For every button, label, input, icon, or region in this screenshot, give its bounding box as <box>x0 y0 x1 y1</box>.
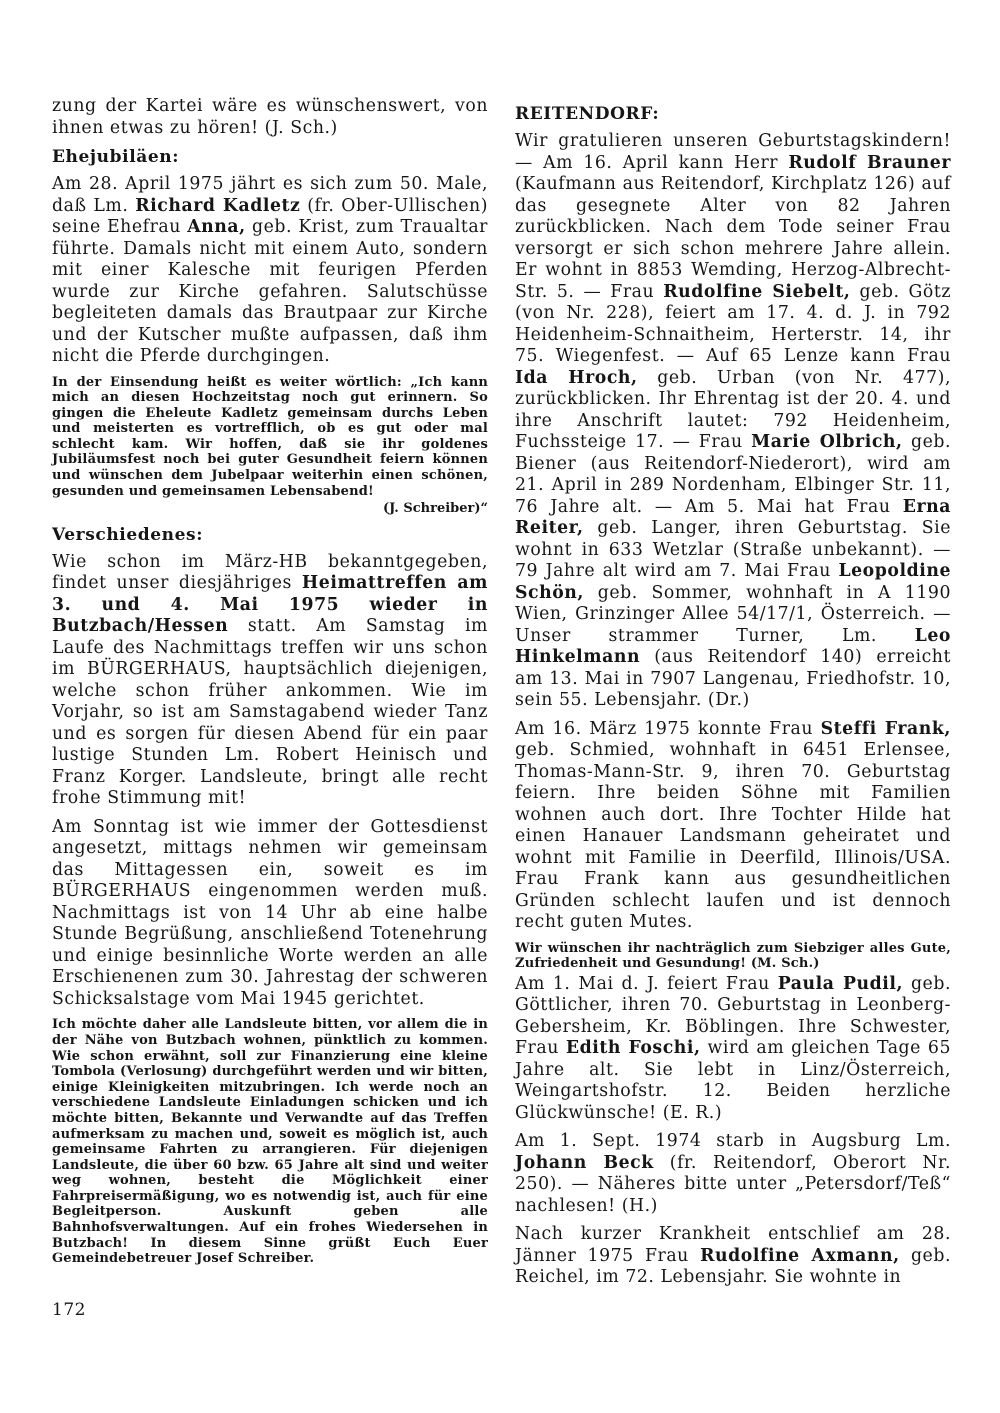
bold-name: Richard Kadletz <box>135 195 301 216</box>
signature-line <box>52 501 488 517</box>
bold-name: Rudolfine Axmann, <box>700 1245 900 1266</box>
bold-name: Heimattreffen am 3. und 4. Mai 1975 wieder in Butzbach/Hessen <box>52 573 488 637</box>
text-run: Am 16. März 1975 konnte Frau <box>515 718 821 739</box>
right-column <box>515 96 951 1296</box>
small-print-note <box>52 1017 488 1267</box>
paragraph <box>515 719 951 934</box>
text-run: Ich möchte daher alle Landsleute bitten, vor allem die in der Nähe von Butzbach wohnen, pünktlich zu kommen. Wie schon erwähnt, soll zur Finanzierung eine kleine Tombola (Verlosung) durchgeführt werden und wir bitten, einige Kleinigkeiten mitzubringen. Ich werde noch an verschiedene Landsleute Einladungen schicken und ich möchte bitten, Bekannte und Verwandte auf das Treffen aufmerksam zu machen und, soweit es möglich ist, auch gemeinsame Fahrten zu arrangieren. Für diejenigen Landsleute, die über 60 bzw. 65 Jahre alt sind und weiter weg wohnen, besteht die Möglichkeit einer Fahrpreisermäßigung, wo es notwendig ist, auch für eine Begleitperson. Auskunft geben alle Bahnhofsverwaltungen. Auf ein frohes Wiedersehen in Butzbach! In diesem Sinne grüßt Euch Euer Gemeindebetreuer Josef Schreiber. <box>52 1017 488 1267</box>
paragraph <box>52 174 488 368</box>
paragraph <box>515 131 951 712</box>
text-run: geb. Sommer, wohnhaft in A 1190 Wien, Grinzinger Allee 54/17/1, Österreich. — Unser strammer Turner, Lm. <box>515 582 951 646</box>
bold-name: Leo Hinkelmann <box>515 625 951 667</box>
text-run: Wie schon im März-HB bekanntgegeben, findet unser diesjähriges <box>52 551 488 594</box>
bold-name: Marie Olbrich, <box>751 432 903 452</box>
text-run: geb. Urban (von Nr. 477), zurückblicken. Ihr Ehrentag ist der 20. 4. und ihre Anschrift lautet: 792 Heidenheim, Fuchssteige 17. — Frau <box>515 367 951 452</box>
text-run: Wir wünschen ihr nachträglich zum Siebziger alles Gute, Zufriedenheit und Gesundung! (M. Sch.) <box>515 940 951 972</box>
small-print-note <box>52 375 488 500</box>
text-run: (Kaufmann aus Reitendorf, Kirchplatz 126) auf das gesegnete Alter von 82 Jahren zurückblicken. Nach dem Tode seiner Frau versorgt er sich schon mehrere Jahre allein. Er wohnt in 8853 Wemding, Herzog-Albrecht-Str. 5. — Frau <box>515 174 951 302</box>
text-run: In der Einsendung heißt es weiter wörtlich: „Ich kann mich an diesen Hochzeitstag noch gut erinnern. So gingen die Eheleute Kadletz gemeinsam durchs Leben und meisterten es vortrefflich, ob es gut oder mal schlecht kam. Wir hoffen, daß sie ihr goldenes Jubiläumsfest noch bei guter Gesundheit feiern können und wünschen dem Jubelpaar weiterhin einen schönen, gesunden und gemeinsamen Lebensabend! <box>52 374 488 499</box>
section-heading <box>515 104 951 125</box>
text-run: REITENDORF: <box>515 104 660 124</box>
text-run: geb. Reichel, im 72. Lebensjahr. Sie wohnte in <box>515 1245 951 1288</box>
bold-name: Ida Hroch, <box>515 367 638 388</box>
small-print-note <box>515 941 951 972</box>
text-run: statt. Am Samstag im Laufe des Nachmittags treffen wir uns schon im BÜRGERHAUS, hauptsächlich diejenigen, welche schon früher ankommen. Wie im Vorjahr, so ist am Samstagabend wieder Tanz und es sorgen für diesen Abend für ein paar lustige Stunden Lm. Robert Heinisch und Franz Korger. Landsleute, bringt alle recht frohe Stimmung mit! <box>52 616 488 809</box>
bold-name: Paula Pudil, <box>777 973 904 994</box>
text-run: Nach kurzer Krankheit entschlief am 28. Jänner 1975 Frau <box>515 1224 951 1266</box>
bold-name: Rudolf Brauner <box>788 152 951 173</box>
bold-name: Edith Foschi, <box>565 1038 701 1059</box>
text-run: geb. Götz (von Nr. 228), feiert am 17. 4. d. J. in 792 Heidenheim-Schnaitheim, Herterstr. 14, ihr 75. Wiegenfest. — Auf 65 Lenze kann Frau <box>515 281 951 366</box>
bold-name: Steffi Frank, <box>820 718 951 739</box>
paragraph <box>515 974 951 1125</box>
text-run: geb. Biener (aus Reitendorf-Niederort), wird am 21. April in 289 Nordenham, Elbinger Str. 11, 76 Jahre alt. — Am 5. Mai hat Frau <box>515 432 951 517</box>
text-run: geb. Krist, zum Traualtar führte. Damals nicht mit einem Auto, sondern mit einer Kalesche mit feurigen Pferden wurde zur Kirche gefahren. Salutschüsse begleiteten damals das Brautpaar zur Kirche und der Kutscher mußte aufpassen, daß ihm nicht die Pferde durchgingen. <box>52 217 488 366</box>
bold-name: Anna, <box>187 217 246 237</box>
bold-name: Leopoldine Schön, <box>515 561 951 603</box>
text-run: (fr. Ober-Ullischen) seine Ehefrau <box>52 195 488 237</box>
bold-name: Johann Beck <box>515 1152 654 1173</box>
section-heading <box>52 147 488 168</box>
text-run: Am 1. Mai d. J. feiert Frau <box>515 973 778 994</box>
text-run: wird am gleichen Tage 65 Jahre alt. Sie lebt in Linz/Österreich, Weingartshofstr. 12. Beiden herzliche Glückwünsche! (E. R.) <box>515 1038 951 1123</box>
paragraph <box>52 817 488 1011</box>
text-run: Am 28. April 1975 jährt es sich zum 50. Male, daß Lm. <box>52 174 488 216</box>
bold-name: Erna Reiter, <box>515 496 951 538</box>
text-run: (aus Reitendorf 140) erreicht am 13. Mai in 7907 Langenau, Friedhofstr. 10, sein 55. Lebensjahr. (Dr.) <box>515 647 951 710</box>
text-run: Wir gratulieren unseren Geburtstagskindern! — Am 16. April kann Herr <box>515 131 951 173</box>
text-run: geb. Langer, ihren Geburtstag. Sie wohnt in 633 Wetzlar (Straße unbekannt). — 79 Jahre alt wird am 7. Mai Frau <box>515 518 951 581</box>
text-run: Ehejubiläen: <box>52 147 180 167</box>
text-run: Am 1. Sept. 1974 starb in Augsburg Lm. <box>515 1131 951 1152</box>
paragraph <box>52 552 488 810</box>
text-run: (fr. Reitendorf, Oberort Nr. 250). — Näheres bitte unter „Petersdorf/Teß“ nachlesen! (H.) <box>515 1152 951 1216</box>
paragraph <box>515 1224 951 1289</box>
left-column <box>52 96 488 1269</box>
text-run: (J. Schreiber)“ <box>383 501 488 517</box>
text-run: Am Sonntag ist wie immer der Gottesdienst angesetzt, mittags nehmen wir gemeinsam das Mittagessen ein, soweit es im BÜRGERHAUS eingenommen werden muß. Nachmittags ist von 14 Uhr ab eine halbe Stunde Begrüßung, anschließend Totenehrung und einige besinnliche Worte werden an alle Erschienenen zum 30. Jahrestag der schweren Schicksalstage vom Mai 1945 gerichtet. <box>52 816 488 1009</box>
section-heading <box>52 525 488 546</box>
text-run: zung der Kartei wäre es wünschenswert, von ihnen etwas zu hören! (J. Sch.) <box>52 96 488 138</box>
page-number: 172 <box>52 1300 86 1320</box>
text-run: geb. Schmied, wohnhaft in 6451 Erlensee, Thomas-Mann-Str. 9, ihren 70. Geburtstag feiern. Ihre beiden Söhne mit Familien wohnen auch dort. Ihre Tochter Hilde hat einen Hanauer Landsmann geheiratet und wohnt mit Familie in Deerfild, Illinois/USA. Frau Frank kann aus gesundheitlichen Gründen schlecht laufen und ist dennoch recht guten Mutes. <box>515 740 951 932</box>
paragraph <box>515 1131 951 1217</box>
paragraph <box>52 96 488 139</box>
bold-name: Rudolfine Siebelt, <box>663 281 851 302</box>
text-run: geb. Göttlicher, ihren 70. Geburtstag in Leonberg-Gebersheim, Kr. Böblingen. Ihre Schwester, Frau <box>515 973 951 1059</box>
text-run: Verschiedenes: <box>52 524 204 545</box>
